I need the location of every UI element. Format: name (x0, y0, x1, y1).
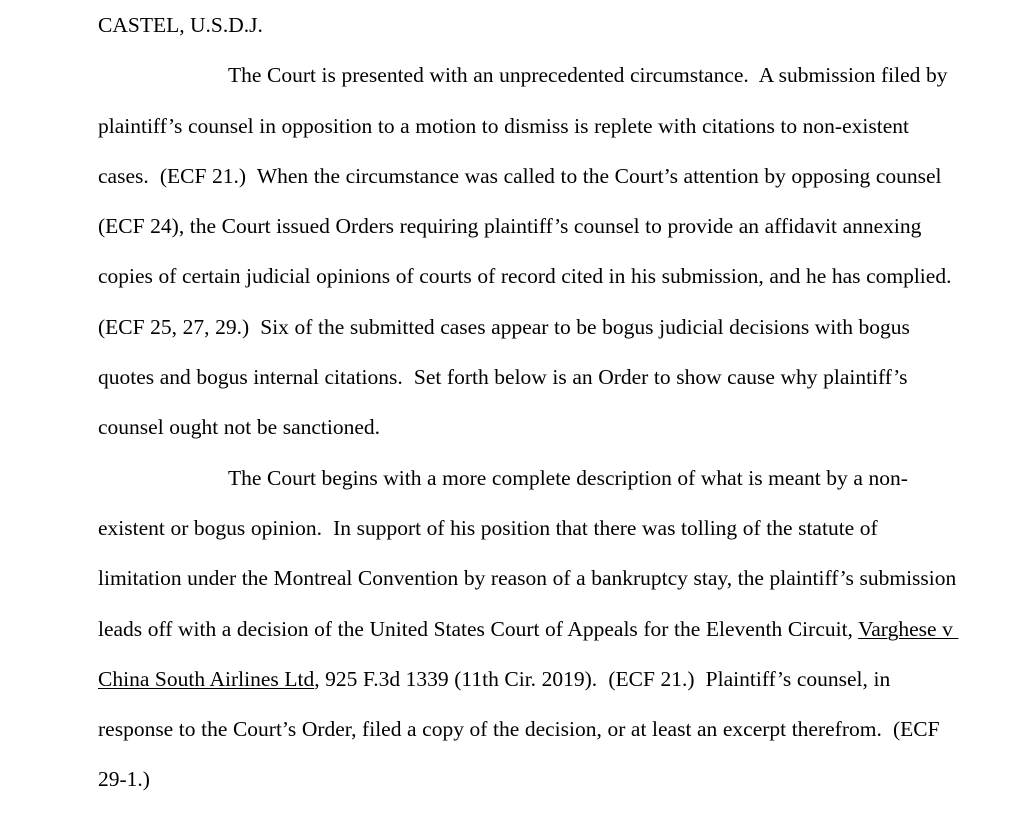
document-text-body (98, 0, 963, 805)
judge-signature-line: CASTEL, U.S.D.J. (98, 13, 263, 37)
paragraph-2: The Court begins with a more complete description of what is meant by a non-existent or bogus opinion. In support of his position that there was tolling of the statute of limitation under the Montreal Convention by reason of a bankruptcy stay, the plaintiff’s submission leads off with a decision of the United States Court of Appeals for the Eleventh Circuit, Varghese v China South Airlines Ltd, 925 F.3d 1339 (11th Cir. 2019). (ECF 21.) Plaintiff’s counsel, in response to the Court’s Order, filed a copy of the decision, or at least an excerpt therefrom. (ECF 29-1.) (98, 465, 962, 792)
paragraph-1: The Court is presented with an unprecedented circumstance. A submission filed by plaintiff’s counsel in opposition to a motion to dismiss is replete with citations to non-existent cases. (ECF 21.) When the circumstance was called to the Court’s attention by opposing counsel (ECF 24), the Court issued Orders requiring plaintiff’s counsel to provide an affidavit annexing copies of certain judicial opinions of courts of record cited in his submission, and he has complied. (ECF 25, 27, 29.) Six of the submitted cases appear to be bogus judicial decisions with bogus quotes and bogus internal citations. Set forth below is an Order to show cause why plaintiff’s counsel ought not be sanctioned. (98, 63, 963, 440)
case-citation-name: Varghese v China South Airlines Ltd (98, 616, 959, 691)
